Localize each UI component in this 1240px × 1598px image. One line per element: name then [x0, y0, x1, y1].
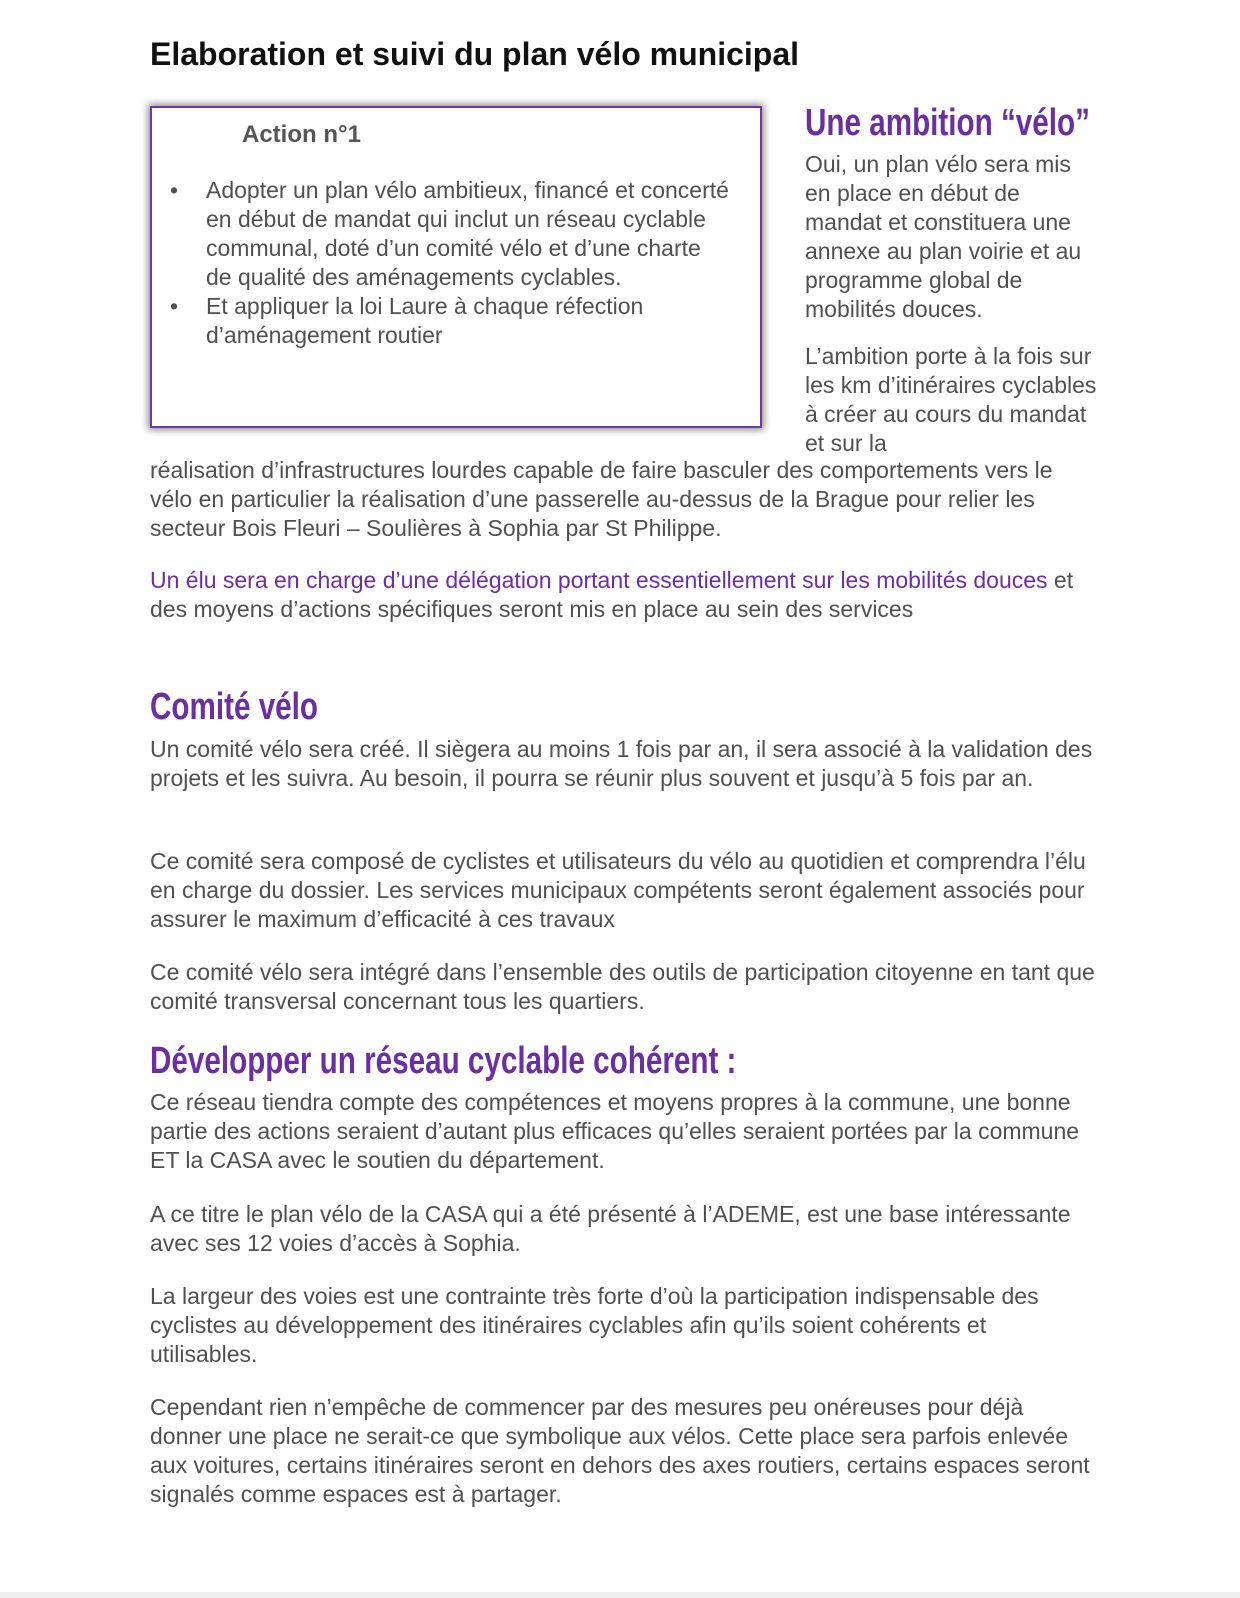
section-heading-comite: Comité vélo [150, 686, 319, 728]
list-item-text: Adopter un plan vélo ambitieux, financé et concerté en début de mandat qui inclut un réseau cyclable communal, doté d’un comité vélo et d’une charte de qualité des aménagements cyclables. [206, 177, 729, 290]
ambition-paragraph-3 [150, 566, 1095, 624]
comite-paragraph-2: Ce comité sera composé de cyclistes et utilisateurs du vélo au quotidien et comprendra l’élu en charge du dossier. Les services municipaux compétents seront également associés pour assurer le maximum d’efficacité à ces travaux [150, 848, 1086, 932]
page-title: Elaboration et suivi du plan vélo municipal [150, 36, 799, 72]
section-heading-reseau: Développer un réseau cyclable cohérent : [150, 1040, 737, 1082]
reseau-paragraph-4: Cependant rien n’empêche de commencer par des mesures peu onéreuses pour déjà donner une place ne serait-ce que symbolique aux vélos. Cette place sera parfois enlevée aux voitures, certains itinéraires seront en dehors des axes routiers, certains espaces seront signalés comme espaces est à partager. [150, 1394, 1090, 1507]
action-box [150, 106, 762, 428]
ambition-paragraph-1: Oui, un plan vélo sera mis en place en début de mandat et constituera une annexe au plan voirie et au programme global de mobilités douces. [805, 151, 1082, 322]
ambition-paragraph-2-continued: réalisation d’infrastructures lourdes capable de faire basculer des comportements vers le vélo en particulier la réalisation d’une passerelle au-dessus de la Brague pour relier les secteur Bois Fleuri – Soulières à Sophia par St Philippe. [150, 457, 1053, 541]
paragraph-text: et des moyens d’actions spécifiques seront mis en place au sein des services [150, 567, 1074, 622]
action-list [170, 176, 730, 350]
bullet-icon: • [170, 293, 179, 319]
list-item [170, 176, 730, 292]
highlighted-text: Un élu sera en charge d’une délégation portant essentiellement sur les mobilités douces [150, 567, 1048, 593]
ambition-paragraph-2-start: L’ambition porte à la fois sur les km d’itinéraires cyclables à créer au cours du mandat et sur la [805, 343, 1097, 456]
reseau-paragraph-1: Ce réseau tiendra compte des compétences et moyens propres à la commune, une bonne partie des actions seraient d’autant plus efficaces qu’elles seraient portées par la commune ET la CASA avec le soutien du département. [150, 1089, 1080, 1173]
list-item [170, 292, 730, 350]
action-title: Action n°1 [242, 121, 361, 148]
reseau-paragraph-3: La largeur des voies est une contrainte très forte d’où la participation indispensable des cyclistes au développement des itinéraires cyclables afin qu’ils soient cohérents et utilisables. [150, 1283, 1039, 1367]
page-bottom-edge [0, 1592, 1240, 1598]
list-item-text: Et appliquer la loi Laure à chaque réfection d’aménagement routier [206, 293, 644, 348]
section-heading-ambition: Une ambition “vélo” [805, 102, 1090, 144]
comite-paragraph-1: Un comité vélo sera créé. Il siègera au moins 1 fois par an, il sera associé à la validation des projets et les suivra. Au besoin, il pourra se réunir plus souvent et jusqu’à 5 fois par an. [150, 736, 1093, 791]
bullet-icon: • [170, 177, 179, 203]
comite-paragraph-3: Ce comité vélo sera intégré dans l’ensemble des outils de participation citoyenne en tant que comité transversal concernant tous les quartiers. [150, 959, 1095, 1014]
reseau-paragraph-2: A ce titre le plan vélo de la CASA qui a été présenté à l’ADEME, est une base intéressante avec ses 12 voies d’accès à Sophia. [150, 1201, 1071, 1256]
